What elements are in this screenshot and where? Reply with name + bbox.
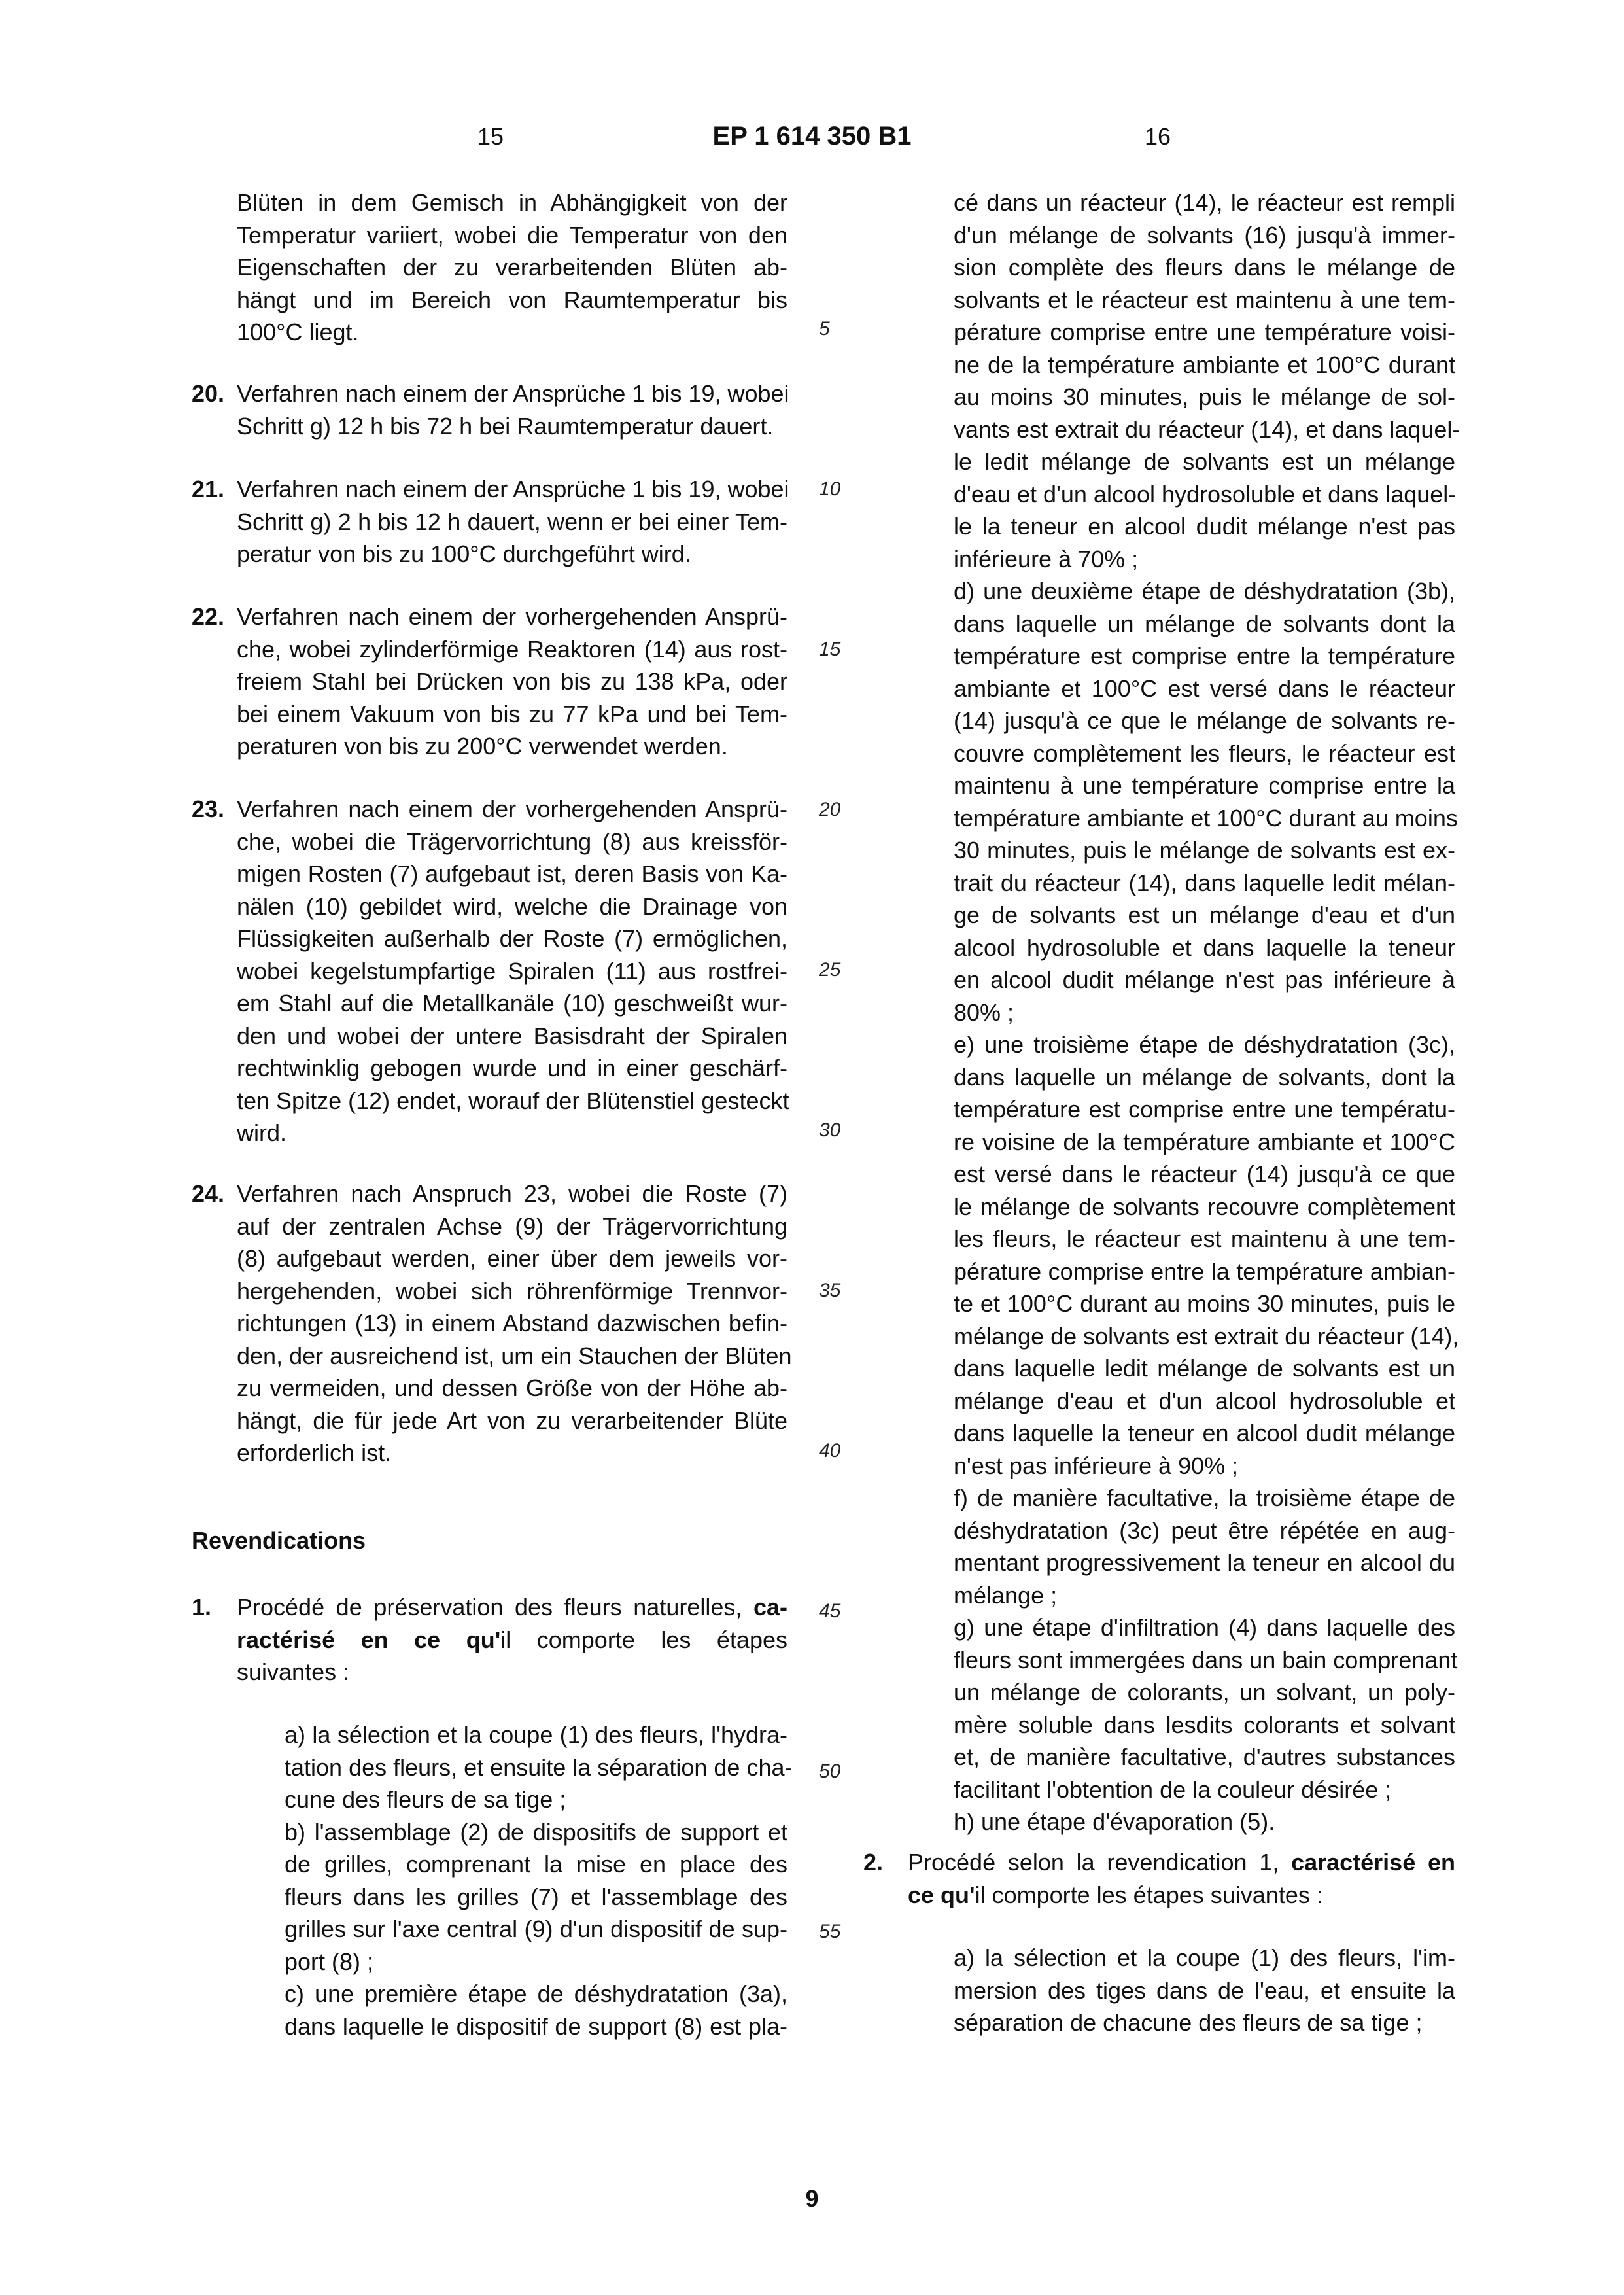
right-column [954, 186, 1460, 1838]
text-line: mélange d'eau et d'un alcool hydrosoluble et [954, 1387, 1455, 1414]
text-line: c) une première étape de déshydratation (3a), [285, 1980, 787, 2007]
text-line: em Stahl auf die Metallkanäle (10) geschweißt wur- [237, 990, 787, 1017]
claim-23-text [237, 793, 787, 1149]
text-line: a) la sélection et la coupe (1) des fleurs, l'hydra- [285, 1721, 787, 1748]
line-number: 35 [819, 1280, 841, 1301]
claim-number: 20. [192, 380, 225, 407]
text-line: les fleurs, le réacteur est maintenu à une tem- [954, 1225, 1455, 1252]
line-number: 25 [819, 959, 841, 981]
text-line: bei einem Vakuum von bis zu 77 kPa und bei Tem- [237, 700, 787, 727]
claim-number: 1. [192, 1594, 212, 1621]
bold-fragment: ractérisé en ce qu' [237, 1626, 501, 1653]
text-line: maintenu à une température comprise entre la [954, 772, 1455, 799]
text-line: au moins 30 minutes, puis le mélange de sol- [954, 383, 1455, 410]
text-line: déshydratation (3c) peut être répétée en aug- [954, 1516, 1455, 1544]
text-line: solvants et le réacteur est maintenu à une tem- [954, 286, 1455, 313]
text-line: cune des fleurs de sa tige ; [285, 1786, 566, 1813]
text-line: nälen (10) gebildet wird, welche die Drainage von [237, 892, 787, 920]
section-heading: Revendications [192, 1527, 366, 1554]
text-line: couvre complètement les fleurs, le réacteur est [954, 739, 1455, 767]
text-line: tation des fleurs, et ensuite la séparation de cha- [285, 1753, 793, 1781]
page-number-footer: 9 [805, 2185, 819, 2212]
text-line: mersion des tiges dans de l'eau, et ensuite la [954, 1976, 1455, 2004]
text-line: wird. [237, 1119, 287, 1146]
text-line: b) l'assemblage (2) de dispositifs de support et [285, 1818, 787, 1846]
text-line: dans laquelle le dispositif de support (8) est pla- [285, 2012, 787, 2040]
text-line: pérature comprise entre une température voisi- [954, 319, 1455, 345]
text-line: le la teneur en alcool dudit mélange n'est pas [954, 513, 1455, 540]
text-line: un mélange de colorants, un solvant, un poly- [954, 1679, 1455, 1706]
text-line: peraturen von bis zu 200°C verwendet werden. [237, 733, 728, 760]
text-fragment: Procédé de préservation des fleurs naturelles, [237, 1594, 753, 1621]
text-line: che, wobei zylinderförmige Reaktoren (14) aus rost- [237, 635, 787, 663]
line-number: 5 [819, 318, 830, 340]
text-line: température est comprise entre une températu- [954, 1096, 1455, 1123]
line-number: 15 [819, 639, 841, 660]
text-line: peratur von bis zu 100°C durchgeführt wird. [237, 540, 691, 567]
text-line: ambiante et 100°C est versé dans le réacteur [954, 674, 1455, 702]
text-line: che, wobei die Trägervorrichtung (8) aus kreissför- [237, 828, 787, 855]
text-line: migen Rosten (7) aufgebaut ist, deren Basis von Ka- [237, 860, 787, 887]
text-line: hergehenden, wobei sich röhrenförmige Trennvor- [237, 1277, 787, 1305]
text-line: Verfahren nach Anspruch 23, wobei die Roste (7) [237, 1180, 787, 1207]
text-line: le ledit mélange de solvants est un mélange [954, 448, 1455, 475]
bold-fragment: caractérisé en [1291, 1849, 1455, 1876]
text-line: Eigenschaften der zu verarbeitenden Blüten ab- [237, 254, 787, 281]
text-line: facilitant l'obtention de la couleur désirée ; [954, 1776, 1392, 1803]
text-line: wobei kegelstumpfartige Spiralen (11) aus rostfrei- [237, 957, 787, 985]
text-line: Temperatur variiert, wobei die Temperatur von den [237, 221, 787, 249]
text-line: 30 minutes, puis le mélange de solvants est ex- [954, 837, 1455, 864]
text-line: Blüten in dem Gemisch in Abhängigkeit von der [237, 189, 787, 216]
claim-number: 23. [192, 796, 225, 822]
claim-number: 24. [192, 1180, 225, 1207]
text-line [237, 1624, 787, 1656]
claim-number: 2. [863, 1849, 884, 1876]
text-line: Schritt g) 12 h bis 72 h bei Raumtemperatur dauert. [237, 412, 774, 440]
text-line [908, 1846, 1455, 1879]
claim-19-continuation [237, 186, 787, 349]
text-line: mère soluble dans lesdits colorants et solvant [954, 1711, 1455, 1738]
text-line: Flüssigkeiten außerhalb der Roste (7) ermöglichen, [237, 925, 787, 952]
text-line: Schritt g) 2 h bis 12 h dauert, wenn er bei einer Tem- [237, 508, 787, 535]
text-line: sion complète des fleurs dans le mélange de [954, 254, 1455, 281]
text-line: mentant progressivement la teneur en alcool du [954, 1549, 1455, 1576]
text-line: Verfahren nach einem der Ansprüche 1 bis 19, wobei [237, 380, 789, 407]
text-line: den, der ausreichend ist, um ein Stauchen der Blüten [237, 1342, 792, 1369]
claim-24-text [237, 1178, 792, 1469]
claim-21-text [237, 473, 787, 570]
page-number-left: 15 [477, 123, 504, 150]
text-line: richtungen (13) in einem Abstand dazwischen befin- [237, 1310, 787, 1337]
text-line: trait du réacteur (14), dans laquelle ledit mélan- [954, 869, 1455, 896]
bold-fragment: ce qu' [908, 1881, 975, 1908]
line-number: 50 [819, 1761, 841, 1782]
text-line: température ambiante et 100°C durant au moins [954, 804, 1458, 832]
text-line: 80% ; [954, 998, 1014, 1026]
text-line: de grilles, comprenant la mise en place des [285, 1851, 787, 1878]
claim-2-preamble [908, 1846, 1455, 1911]
text-line: (8) aufgebaut werden, einer über dem jeweils vor- [237, 1245, 787, 1272]
text-line: d) une deuxième étape de déshydratation (3b), [954, 578, 1455, 604]
text-line: re voisine de la température ambiante et 100°C [954, 1128, 1455, 1155]
text-line: vants est extrait du réacteur (14), et dans laquel- [954, 415, 1460, 443]
text-line: température est comprise entre la température [954, 642, 1455, 669]
text-line: Verfahren nach einem der vorhergehenden Ansprü- [237, 603, 787, 630]
text-line: 100°C liegt. [237, 319, 359, 345]
line-number: 10 [819, 478, 841, 500]
text-line: est versé dans le réacteur (14) jusqu'à ce que [954, 1161, 1455, 1187]
bold-fragment: ca- [753, 1594, 787, 1621]
line-number: 30 [819, 1119, 841, 1141]
text-line: mélange ; [954, 1581, 1058, 1609]
claim-2-steps [954, 1942, 1455, 2039]
text-line: suivantes : [237, 1658, 350, 1685]
claim-number: 22. [192, 603, 225, 630]
text-line: rechtwinklig gebogen wurde und in einer geschärf- [237, 1055, 787, 1081]
text-line: ne de la température ambiante et 100°C durant [954, 351, 1455, 378]
text-line: d'un mélange de solvants (16) jusqu'à immer- [954, 221, 1455, 249]
text-line: d'eau et d'un alcool hydrosoluble et dans laquel- [954, 480, 1457, 508]
text-line: den und wobei der untere Basisdraht der Spiralen [237, 1022, 787, 1049]
text-line: Verfahren nach einem der vorhergehenden Ansprü- [237, 796, 787, 822]
text-line: mélange de solvants est extrait du réacteur (14), [954, 1322, 1459, 1350]
text-line: port (8) ; [285, 1948, 374, 1975]
text-line: et, de manière facultative, d'autres substances [954, 1743, 1455, 1770]
text-line: te et 100°C durant au moins 30 minutes, puis le [954, 1290, 1455, 1317]
document-title: EP 1 614 350 B1 [712, 122, 912, 150]
line-number: 40 [819, 1440, 841, 1462]
text-line: hängt, die für jede Art von zu verarbeitender Blüte [237, 1407, 787, 1434]
text-line: a) la sélection et la coupe (1) des fleurs, l'im- [954, 1944, 1455, 1971]
text-line: dans laquelle ledit mélange de solvants est un [954, 1355, 1455, 1382]
text-line [908, 1879, 1455, 1912]
text-line [237, 1591, 787, 1624]
text-fragment: il comporte les étapes suivantes : [975, 1881, 1323, 1908]
text-line: dans laquelle un mélange de solvants, dont la [954, 1063, 1455, 1091]
claim-number: 21. [192, 476, 225, 502]
text-fragment: il comporte les étapes [500, 1626, 787, 1653]
text-line: Verfahren nach einem der Ansprüche 1 bis 19, wobei [237, 476, 789, 502]
text-line: dans laquelle un mélange de solvants dont la [954, 610, 1455, 637]
page-number-right: 16 [1145, 123, 1171, 150]
text-line: en alcool dudit mélange n'est pas inférieure à [954, 966, 1455, 993]
text-line: h) une étape d'évaporation (5). [954, 1808, 1275, 1835]
text-line: zu vermeiden, und dessen Größe von der Höhe ab- [237, 1375, 787, 1401]
text-line: (14) jusqu'à ce que le mélange de solvants re- [954, 707, 1455, 734]
text-line: hängt und im Bereich von Raumtemperatur bis [237, 286, 787, 313]
text-line: alcool hydrosoluble et dans laquelle la teneur [954, 934, 1455, 961]
text-line: auf der zentralen Achse (9) der Trägervorrichtung [237, 1212, 787, 1240]
text-line: cé dans un réacteur (14), le réacteur est rempli [954, 189, 1455, 216]
text-line: grilles sur l'axe central (9) d'un dispositif de sup- [285, 1916, 787, 1942]
claim-22-text [237, 601, 787, 763]
text-line: erforderlich ist. [237, 1439, 392, 1466]
text-line: le mélange de solvants recouvre complètement [954, 1193, 1455, 1220]
claim-1-steps [285, 1719, 793, 2042]
text-line: ten Spitze (12) endet, worauf der Blütenstiel gesteckt [237, 1087, 789, 1114]
text-line: séparation de chacune des fleurs de sa tige ; [954, 2009, 1423, 2036]
text-line: fleurs dans les grilles (7) et l'assemblage des [285, 1883, 787, 1910]
line-number: 45 [819, 1600, 841, 1622]
text-line: g) une étape d'infiltration (4) dans laquelle des [954, 1614, 1455, 1641]
text-line: f) de manière facultative, la troisième étape de [954, 1484, 1455, 1511]
line-number: 20 [819, 799, 841, 820]
line-number: 55 [819, 1921, 841, 1942]
claim-20-text [237, 377, 787, 442]
text-line: e) une troisième étape de déshydratation (3c), [954, 1031, 1455, 1058]
text-line: freiem Stahl bei Drücken von bis zu 138 kPa, oder [237, 668, 787, 695]
text-line: inférieure à 70% ; [954, 545, 1139, 572]
text-line: ge de solvants est un mélange d'eau et d'un [954, 902, 1455, 928]
text-fragment: Procédé selon la revendication 1, [908, 1849, 1292, 1876]
claim-1-preamble [237, 1591, 787, 1689]
text-line: n'est pas inférieure à 90% ; [954, 1452, 1239, 1479]
text-line: dans laquelle la teneur en alcool dudit mélange [954, 1420, 1455, 1446]
text-line: fleurs sont immergées dans un bain comprenant [954, 1646, 1458, 1673]
text-line: pérature comprise entre la température ambian- [954, 1257, 1455, 1285]
